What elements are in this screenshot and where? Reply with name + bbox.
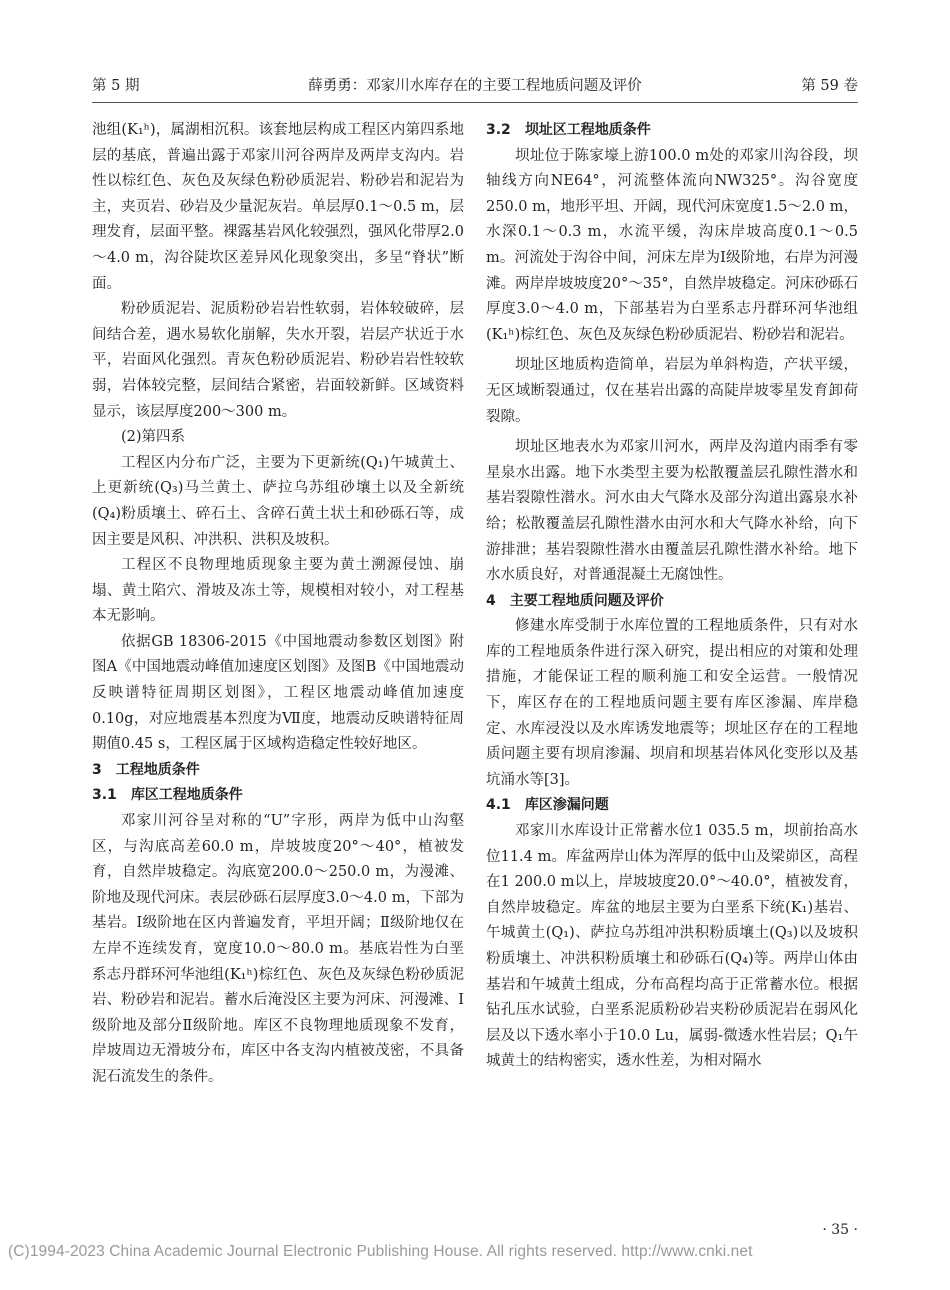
- section-number: 3: [92, 761, 102, 778]
- section-title: 工程地质条件: [115, 761, 200, 778]
- paragraph: 粉砂质泥岩、泥质粉砂岩岩性软弱，岩体较破碎，层间结合差，遇水易软化崩解，失水开裂，岩层产状近于水平，岩面风化强烈。青灰色粉砂质泥岩、粉砂岩岩性较软弱，岩体较完整，层间结合紧密，岩面较新鲜。区域资料显示，该层厚度200～300 m。: [92, 301, 464, 420]
- paragraph: 依据GB 18306-2015《中国地震动参数区划图》附图A《中国地震动峰值加速度区划图》及图B《中国地震动反映谱特征周期区划图》，工程区地震动峰值加速度0.10g，对应地震基本烈度为Ⅶ度，地震动反映谱特征周期值0.45 s，工程区属于区域构造稳定性较好地区。: [92, 633, 464, 753]
- paragraph: 坝址位于陈家壕上游100.0 m处的邓家川沟谷段，坝轴线方向NE64°，河流整体流向NW325°。沟谷宽度250.0 m，地形平坦、开阔，现代河床宽度1.5～2.0 m，水深0.1～0.3 m，水流平缓，沟床岸坡高度0.1～0.5 m。河流处于沟谷中间，河床左岸为Ⅰ级阶地，右岸为河漫滩。两岸岸坡坡度20°～35°，自然岸坡稳定。河床砂砾石厚度3.0～4.0 m，下部基岩为白垩系志丹群环河华池组(K₁ʰ)棕红色、灰色及灰绿色粉砂质泥岩、粉砂岩和泥岩。: [486, 147, 858, 343]
- paragraph: 工程区不良物理地质现象主要为黄土溯源侵蚀、崩塌、黄土陷穴、滑坡及冻土等，规模相对较小，对工程基本无影响。: [92, 557, 464, 625]
- section-title: 坝址区工程地质条件: [524, 122, 651, 138]
- paragraph: 坝址区地表水为邓家川河水，两岸及沟道内雨季有零星泉水出露。地下水类型主要为松散覆盖层孔隙性潜水和基岩裂隙性潜水。河水由大气降水及部分沟道出露泉水补给；松散覆盖层孔隙性潜水由河水和大气降水补给，向下游排泄；基岩裂隙性潜水由覆盖层孔隙性潜水补给。地下水水质良好，对普通混凝土无腐蚀性。: [486, 439, 858, 584]
- volume-number: 第 59 卷: [801, 78, 858, 94]
- section-title: 库区渗漏问题: [524, 797, 609, 814]
- issue-number: 第 5 期: [92, 78, 140, 94]
- running-header: [92, 76, 858, 104]
- paragraph: 修建水库受制于水库位置的工程地质条件，只有对水库的工程地质条件进行深入研究，提出相应的对策和处理措施，才能保证工程的顺利施工和安全运营。一般情况下，库区存在的工程地质问题主要有库区渗漏、库岸稳定、水库浸没以及水库诱发地震等；坝址区存在的工程地质问题主要有坝肩渗漏、坝肩和坝基岩体风化变形以及基坑涌水等[3]。: [486, 618, 858, 788]
- paragraph: 工程区内分布广泛，主要为下更新统(Q₁)午城黄土、上更新统(Q₃)马兰黄土、萨拉乌苏组砂壤土以及全新统(Q₄)粉质壤土、碎石土、含碎石黄土状土和砂砾石等，成因主要是风积、冲洪积、洪积及坡积。: [92, 454, 464, 548]
- section-number: 4.1: [486, 797, 511, 814]
- page-number: · 35 ·: [822, 1222, 858, 1238]
- copyright-footer: (C)1994-2023 China Academic Journal Electronic Publishing House. All rights reserved. http://www.cnki.net: [8, 1243, 753, 1260]
- section-title: 库区工程地质条件: [130, 787, 243, 804]
- paragraph: 邓家川河谷呈对称的“U”字形，两岸为低中山沟壑区，与沟底高差60.0 m，岸坡坡度20°～40°，植被发育，自然岸坡稳定。沟底宽200.0～250.0 m，为漫滩、阶地及现代河床。表层砂砾石层厚度3.0～4.0 m，下部为基岩。Ⅰ级阶地在区内普遍发育，平坦开阔；Ⅱ级阶地仅在左岸不连续发育，宽度10.0～80.0 m。基底岩性为白垩系志丹群环河华池组(K₁ʰ)棕红色、灰色及灰绿色粉砂质泥岩、粉砂岩和泥岩。蓄水后淹没区主要为河床、河漫滩、Ⅰ级阶地及部分Ⅱ级阶地。库区不良物理地质现象不发育，岸坡周边无滑坡分布，库区中各支沟内植被茂密，不具备泥石流发生的条件。: [92, 813, 464, 1085]
- section-heading: [486, 589, 858, 615]
- section-number: 3.1: [92, 787, 117, 804]
- section-number: 3.2: [486, 122, 511, 138]
- subsection-heading: [486, 118, 858, 144]
- section-title: 主要工程地质问题及评价: [509, 592, 664, 609]
- subsection-heading: [92, 783, 464, 809]
- subsection-heading: [486, 793, 858, 819]
- header-rule: [92, 102, 858, 103]
- paragraph: 坝址区地质构造简单，岩层为单斜构造，产状平缓，无区域断裂通过，仅在基岩出露的高陡岸坡零星发育卸荷裂隙。: [486, 357, 858, 425]
- left-column: [92, 118, 464, 1091]
- running-title: 薛勇勇：邓家川水库存在的主要工程地质问题及评价: [308, 78, 642, 94]
- paragraph: 池组(K₁ʰ)，属湖相沉积。该套地层构成工程区内第四系地层的基底，普遍出露于邓家川河谷两岸及两岸支沟内。岩性以棕红色、灰色及灰绿色粉砂质泥岩、粉砂岩和泥岩为主，夹页岩、砂岩及少量泥灰岩。单层厚0.1～0.5 m，层理发育，层面平整。裸露基岩风化较强烈，强风化带厚2.0～4.0 m，沟谷陡坎区差异风化现象突出，多呈“脊状”断面。: [92, 122, 464, 292]
- right-column: [486, 118, 858, 1075]
- section-heading: [92, 758, 464, 784]
- subsection-label: (2)第四系: [121, 429, 186, 446]
- section-number: 4: [486, 592, 496, 609]
- paragraph: 邓家川水库设计正常蓄水位1 035.5 m，坝前抬高水位11.4 m。库盆两岸山体为浑厚的低中山及梁峁区，高程在1 200.0 m以上，岸坡坡度20.0°～40.0°，植被发育，自然岸坡稳定。库盆的地层主要为白垩系下统(K₁)基岩、午城黄土(Q₁)、萨拉乌苏组冲洪积粉质壤土(Q₃)以及坡积粉质壤土、冲洪积粉质壤土和砂砾石(Q₄)等。两岸山体由基岩和午城黄土组成，分布高程均高于正常蓄水位。根据钻孔压水试验，白垩系泥质粉砂岩夹粉砂质泥岩在弱风化层及以下透水率小于10.0 Lu，属弱-微透水性岩层；Q₁午城黄土的结构密实，透水性差，为相对隔水: [486, 823, 858, 1070]
